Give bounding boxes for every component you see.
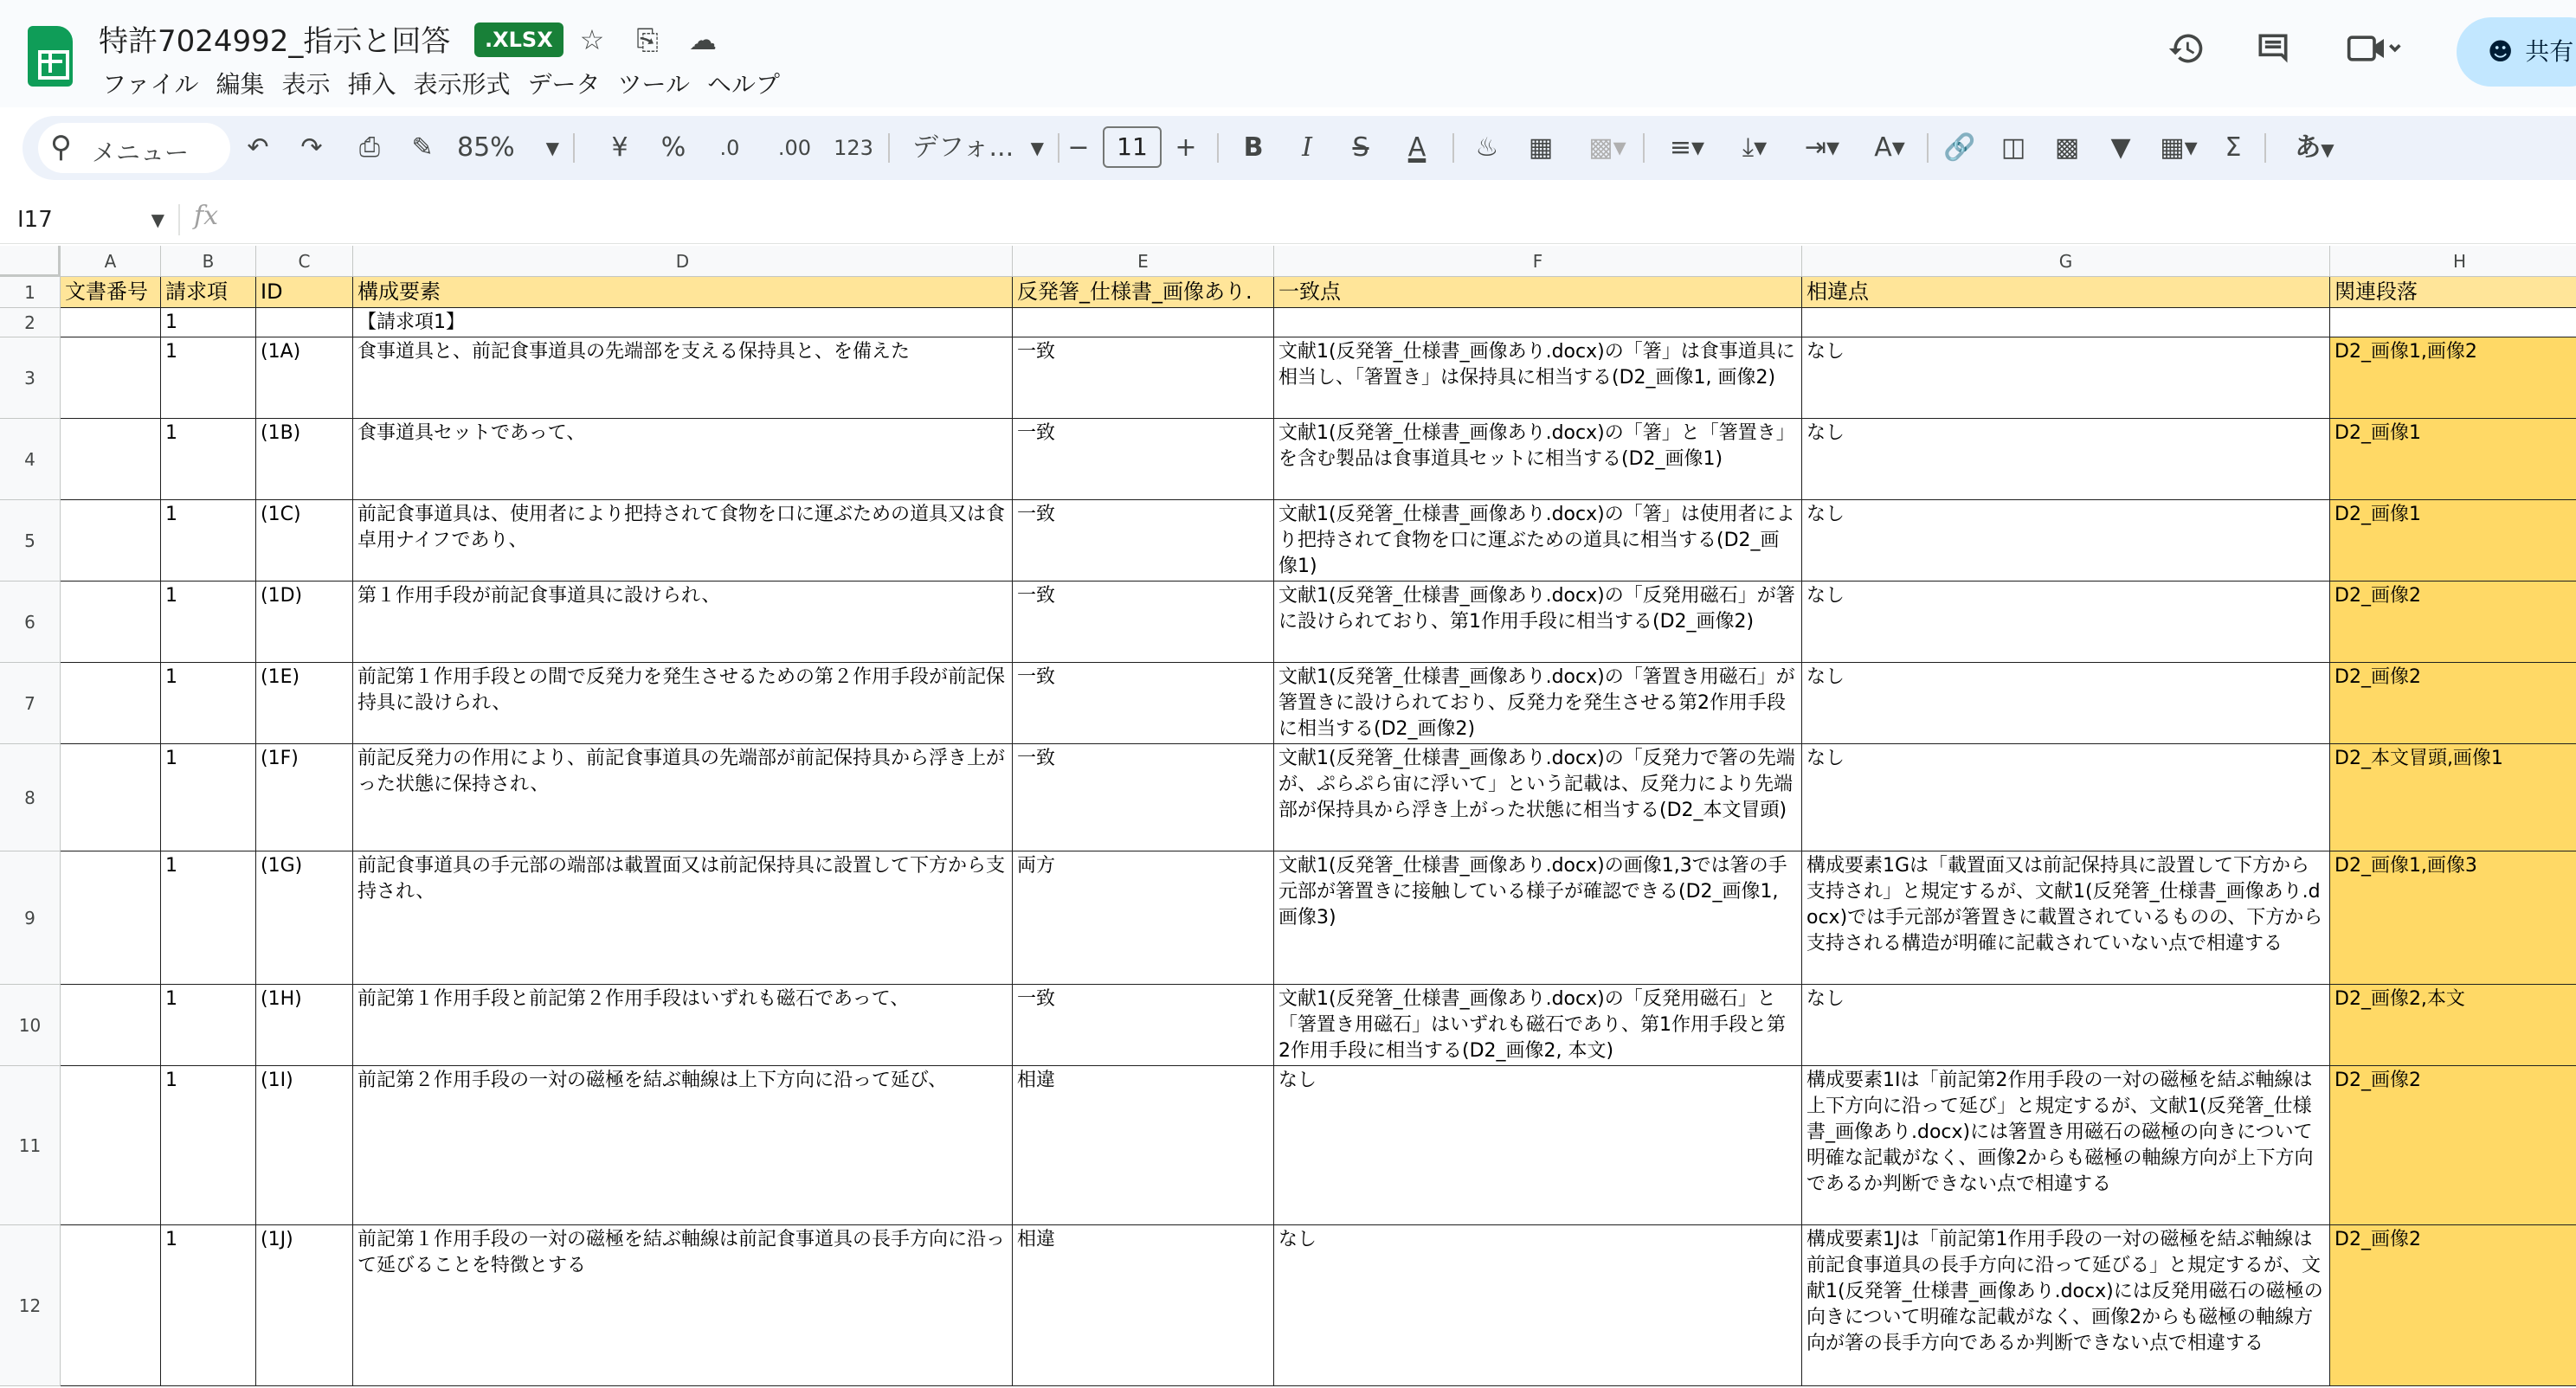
table-cell[interactable]: 文献1(反発箸_仕様書_画像あり.docx)の「反発用磁石」と「箸置き用磁石」はいずれも磁石であり、第1作用手段と第2作用手段に相当する(D2_画像2, 本文) [1274,985,1802,1066]
row-header[interactable]: 7 [0,663,61,744]
undo-icon[interactable]: ↶ [247,132,269,163]
text-wrapping-icon[interactable]: ⇥▾ [1804,132,1840,163]
table-cell[interactable]: なし [1802,985,2330,1066]
table-cell[interactable]: (1F) [256,744,353,851]
table-cell[interactable] [61,337,161,419]
header-cell[interactable]: 関連段落 [2330,277,2576,308]
table-cell[interactable]: 1 [161,308,256,337]
header-cell[interactable]: 相違点 [1802,277,2330,308]
table-cell[interactable]: 1 [161,744,256,851]
table-cell[interactable]: 文献1(反発箸_仕様書_画像あり.docx)の「箸」と「箸置き」を含む製品は食事道具セットに相当する(D2_画像1) [1274,419,1802,500]
vertical-align-icon[interactable]: ⤓▾ [1742,132,1768,163]
table-cell[interactable]: なし [1274,1225,1802,1386]
title-bar [0,0,2576,107]
row-header[interactable]: 4 [0,419,61,500]
menu-insert[interactable]: 挿入 [347,70,396,99]
horizontal-align-icon[interactable]: ≡▾ [1669,132,1705,163]
column-header[interactable]: G [1802,246,2330,277]
table-cell[interactable]: 文献1(反発箸_仕様書_画像あり.docx)の画像1,3では箸の手元部が箸置きに接触している様子が確認できる(D2_画像1, 画像3) [1274,851,1802,985]
table-cell[interactable]: (1G) [256,851,353,985]
cloud-status-icon[interactable]: ☁ [689,23,717,56]
table-cell[interactable] [61,582,161,663]
row-header[interactable]: 6 [0,582,61,663]
menu-bar [99,64,794,102]
table-cell[interactable]: 文献1(反発箸_仕様書_画像あり.docx)の「箸」は食事道具に相当し、「箸置き」は保持具に相当する(D2_画像1, 画像2) [1274,337,1802,419]
table-cell[interactable]: 1 [161,337,256,419]
table-cell[interactable]: 一致 [1013,500,1274,582]
menu-view[interactable]: 表示 [281,70,331,99]
menu-edit[interactable]: 編集 [216,70,265,99]
table-cell[interactable]: 文献1(反発箸_仕様書_画像あり.docx)の「箸置き用磁石」が箸置きに設けられており、反発力を発生させる第2作用手段に相当する(D2_画像2) [1274,663,1802,744]
decrease-font-size-icon[interactable]: − [1067,132,1090,163]
table-cell[interactable]: 1 [161,663,256,744]
file-type-badge: .XLSX [474,22,564,57]
table-cell[interactable]: なし [1274,1066,1802,1225]
menu-tools[interactable]: ツール [617,70,690,99]
table-cell[interactable]: 1 [161,582,256,663]
italic-icon[interactable]: I [1302,132,1312,163]
borders-icon[interactable]: ▦ [1528,132,1554,163]
row-header[interactable]: 5 [0,500,61,582]
fill-color-icon[interactable]: ♨ [1475,132,1499,163]
table-cell[interactable]: 前記第１作用手段と前記第２作用手段はいずれも磁石であって、 [353,985,1013,1066]
zoom-select[interactable] [447,123,559,173]
table-cell[interactable] [61,663,161,744]
sheets-logo-icon[interactable] [28,26,73,87]
table-cell[interactable]: D2_画像2 [2330,1225,2576,1386]
table-cell[interactable]: なし [1802,582,2330,663]
table-cell[interactable]: 1 [161,1066,256,1225]
bold-icon[interactable]: B [1243,132,1264,163]
strikethrough-icon[interactable]: S [1352,132,1369,163]
table-cell[interactable]: D2_画像2 [2330,582,2576,663]
name-box[interactable] [17,202,164,237]
header-cell[interactable]: 一致点 [1274,277,1802,308]
toolbar [23,116,2576,180]
chevron-down-icon: ▼ [1030,138,1044,158]
text-rotation-icon[interactable]: A▾ [1874,132,1905,163]
table-cell[interactable]: なし [1802,337,2330,419]
merge-cells-icon[interactable]: ▩▾ [1588,132,1626,163]
insert-chart-icon[interactable]: ▩ [2054,132,2080,163]
table-cell[interactable]: 相違 [1013,1225,1274,1386]
redo-icon[interactable]: ↷ [300,132,323,163]
table-cell[interactable]: 文献1(反発箸_仕様書_画像あり.docx)の「反発力で箸の先端が、ぷらぷら宙に浮いて」という記載は、反発力により先端部が保持具から浮き上がった状態に相当する(D2_本文冒頭) [1274,744,1802,851]
table-cell[interactable]: 1 [161,1225,256,1386]
chevron-down-icon: ▼ [151,209,164,230]
table-cell[interactable]: 前記反発力の作用により、前記食事道具の先端部が前記保持具から浮き上がった状態に保持され、 [353,744,1013,851]
toolbar-divider [2264,133,2266,163]
toolbar-divider [1217,133,1219,163]
toolbar-divider [1058,133,1059,163]
fx-icon: fx [194,201,219,231]
column-header[interactable]: F [1274,246,1802,277]
table-cell[interactable]: 一致 [1013,582,1274,663]
currency-format-button[interactable]: ¥ [611,132,628,163]
row-header[interactable]: 2 [0,308,61,337]
table-cell[interactable]: 1 [161,419,256,500]
table-cell[interactable] [1802,308,2330,337]
table-cell[interactable] [61,500,161,582]
table-cell[interactable]: 文献1(反発箸_仕様書_画像あり.docx)の「反発用磁石」が箸に設けられており、第1作用手段に相当する(D2_画像2) [1274,582,1802,663]
header-cell[interactable]: 構成要素 [353,277,1013,308]
header-cell[interactable]: 反発箸_仕様書_画像あり. [1013,277,1274,308]
functions-icon[interactable]: Σ [2225,132,2242,163]
table-cell[interactable]: 食事道具セットであって、 [353,419,1013,500]
table-cell[interactable]: 前記第１作用手段の一対の磁極を結ぶ軸線は前記食事道具の長手方向に沿って延びることを特徴とする [353,1225,1013,1386]
formula-bar [0,196,2576,244]
table-cell[interactable]: 相違 [1013,1066,1274,1225]
print-icon[interactable]: ⎙ [359,132,380,163]
table-cell[interactable] [1274,308,1802,337]
menu-format[interactable]: 表示形式 [413,70,511,99]
chevron-down-icon: ▼ [2321,139,2334,160]
table-cell[interactable]: (1C) [256,500,353,582]
insert-comment-icon[interactable]: ◫ [2000,132,2026,163]
table-cell[interactable]: D2_画像2 [2330,1066,2576,1225]
header-cell[interactable]: 文書番号 [61,277,161,308]
table-cell[interactable]: D2_本文冒頭,画像1 [2330,744,2576,851]
table-cell[interactable] [61,1225,161,1386]
column-header[interactable]: A [61,246,161,277]
table-cell[interactable]: D2_画像1,画像3 [2330,851,2576,985]
table-cell[interactable]: 1 [161,851,256,985]
column-header[interactable]: E [1013,246,1274,277]
table-cell[interactable]: 前記食事道具は、使用者により把持されて食物を口に運ぶための道具又は食卓用ナイフであり、 [353,500,1013,582]
table-cell[interactable]: 第１作用手段が前記食事道具に設けられ、 [353,582,1013,663]
row-header[interactable]: 12 [0,1225,61,1386]
table-cell[interactable]: 前記第２作用手段の一対の磁極を結ぶ軸線は上下方向に沿って延び、 [353,1066,1013,1225]
version-history-icon[interactable] [2162,29,2211,78]
table-cell[interactable]: D2_画像2,本文 [2330,985,2576,1066]
table-cell[interactable]: なし [1802,500,2330,582]
table-cell[interactable]: (1H) [256,985,353,1066]
row-header[interactable]: 11 [0,1066,61,1225]
table-cell[interactable]: (1J) [256,1225,353,1386]
table-cell[interactable]: 一致 [1013,985,1274,1066]
row-header[interactable]: 10 [0,985,61,1066]
row-header[interactable]: 9 [0,851,61,985]
table-cell[interactable] [1013,308,1274,337]
input-mode-value: あ [2295,132,2322,163]
toolbar-divider [1927,133,1929,163]
zoom-value: 85% [457,132,515,163]
column-header[interactable]: H [2330,246,2576,277]
table-cell[interactable] [61,419,161,500]
increase-decimal-button[interactable]: .00 [777,136,812,160]
move-folder-icon[interactable]: ⎘ [636,23,659,56]
font-size-input[interactable]: 11 [1103,126,1162,168]
table-cell[interactable]: 一致 [1013,744,1274,851]
font-select[interactable] [904,123,1051,173]
table-cell[interactable]: なし [1802,663,2330,744]
share-button[interactable] [2457,17,2576,87]
row-header[interactable]: 1 [0,277,61,308]
share-label: 共有 [2525,37,2574,66]
number-format-button[interactable]: 123 [834,136,873,160]
table-cell[interactable]: 文献1(反発箸_仕様書_画像あり.docx)の「箸」は使用者により把持されて食物を口に運ぶための道具に相当する(D2_画像1) [1274,500,1802,582]
select-all-corner[interactable] [0,246,61,277]
text-color-icon[interactable]: A [1407,132,1426,163]
column-header[interactable]: B [161,246,256,277]
star-icon[interactable]: ☆ [579,23,605,56]
table-cell[interactable]: 食事道具と、前記食事道具の先端部を支える保持具と、を備えた [353,337,1013,419]
toolbar-divider [573,133,575,163]
spreadsheet-grid [0,246,2576,1388]
table-cell[interactable]: 前記食事道具の手元部の端部は載置面又は前記保持具に設置して下方から支持され、 [353,851,1013,985]
table-cell[interactable]: D2_画像2 [2330,663,2576,744]
table-cell[interactable] [61,851,161,985]
menu-search-label: メニュー [92,138,190,167]
menu-file[interactable]: ファイル [102,70,199,99]
percent-format-button[interactable]: % [660,132,686,163]
column-header[interactable]: C [256,246,353,277]
table-cell[interactable]: 一致 [1013,419,1274,500]
table-cell[interactable]: 構成要素1Jは「前記第1作用手段の一対の磁極を結ぶ軸線は前記食事道具の長手方向に沿って延びる」と規定するが、文献1(反発箸_仕様書_画像あり.docx)には反発用磁石の磁極の向きについて明確な記載がなく、画像2からも磁極の軸線方向が箸の長手方向であるか判断できない点で相違する [1802,1225,2330,1386]
font-value: デフォ... [912,132,1014,163]
menu-help[interactable]: ヘルプ [706,70,780,99]
chevron-down-icon: ▼ [545,138,559,158]
column-header[interactable]: D [353,246,1013,277]
table-cell[interactable]: D2_画像1 [2330,419,2576,500]
table-cell[interactable]: D2_画像1 [2330,500,2576,582]
table-cell[interactable]: 前記第１作用手段との間で反発力を発生させるための第２作用手段が前記保持具に設けられ、 [353,663,1013,744]
table-cell[interactable]: 両方 [1013,851,1274,985]
table-cell[interactable] [61,1066,161,1225]
row-header[interactable]: 8 [0,744,61,851]
input-tools-button[interactable] [2280,123,2349,173]
table-cell[interactable] [61,744,161,851]
table-cell[interactable]: なし [1802,419,2330,500]
table-cell[interactable]: (1A) [256,337,353,419]
table-cell[interactable]: (1B) [256,419,353,500]
header-cell[interactable]: 請求項 [161,277,256,308]
comments-icon[interactable] [2249,29,2297,78]
table-cell[interactable] [61,985,161,1066]
menu-search[interactable] [38,123,230,173]
menu-data[interactable]: データ [527,70,601,99]
table-cell[interactable]: 構成要素1Iは「前記第2作用手段の一対の磁極を結ぶ軸線は上下方向に沿って延び」と規定するが、文献1(反発箸_仕様書_画像あり.docx)には箸置き用磁石の磁極の向きについて明確な記載がなく、画像2からも磁極の軸線方向が上下方向であるか判断できない点で相違する [1802,1066,2330,1225]
header-cell[interactable]: ID [256,277,353,308]
search-icon: ⚲ [50,130,72,164]
formula-divider [178,204,180,235]
increase-font-size-icon[interactable]: + [1175,132,1197,163]
table-cell[interactable]: 構成要素1Gは「載置面又は前記保持具に設置して下方から支持され」と規定するが、文献1(反発箸_仕様書_画像あり.docx)では手元部が箸置きに載置されているものの、下方から支持される構造が明確に記載されていない点で相違する [1802,851,2330,985]
table-cell[interactable]: D2_画像1,画像2 [2330,337,2576,419]
table-cell[interactable]: 一致 [1013,663,1274,744]
table-cell[interactable]: (1E) [256,663,353,744]
meet-video-icon[interactable] [2344,29,2392,78]
table-cell[interactable] [2330,308,2576,337]
filter-views-icon[interactable]: ▦▾ [2160,132,2198,163]
table-cell[interactable]: 【請求項1】 [353,308,1013,337]
table-cell[interactable]: 1 [161,500,256,582]
table-cell[interactable]: (1I) [256,1066,353,1225]
table-cell[interactable] [256,308,353,337]
toolbar-divider [888,133,890,163]
table-cell[interactable]: (1D) [256,582,353,663]
document-title[interactable]: 特許7024992_指示と回答 [99,24,451,59]
paint-format-icon[interactable]: ✎ [411,132,434,163]
table-cell[interactable]: なし [1802,744,2330,851]
insert-link-icon[interactable]: 🔗 [1943,132,1976,163]
toolbar-divider [1643,133,1645,163]
table-cell[interactable] [61,308,161,337]
table-cell[interactable]: 1 [161,985,256,1066]
cell-reference: I17 [17,207,53,233]
decrease-decimal-button[interactable]: .0 [719,136,740,160]
filter-icon[interactable]: ▼ [2110,132,2131,163]
toolbar-divider [1452,133,1454,163]
row-header[interactable]: 3 [0,337,61,419]
table-cell[interactable]: 一致 [1013,337,1274,419]
people-icon: ☻ [2488,37,2514,66]
